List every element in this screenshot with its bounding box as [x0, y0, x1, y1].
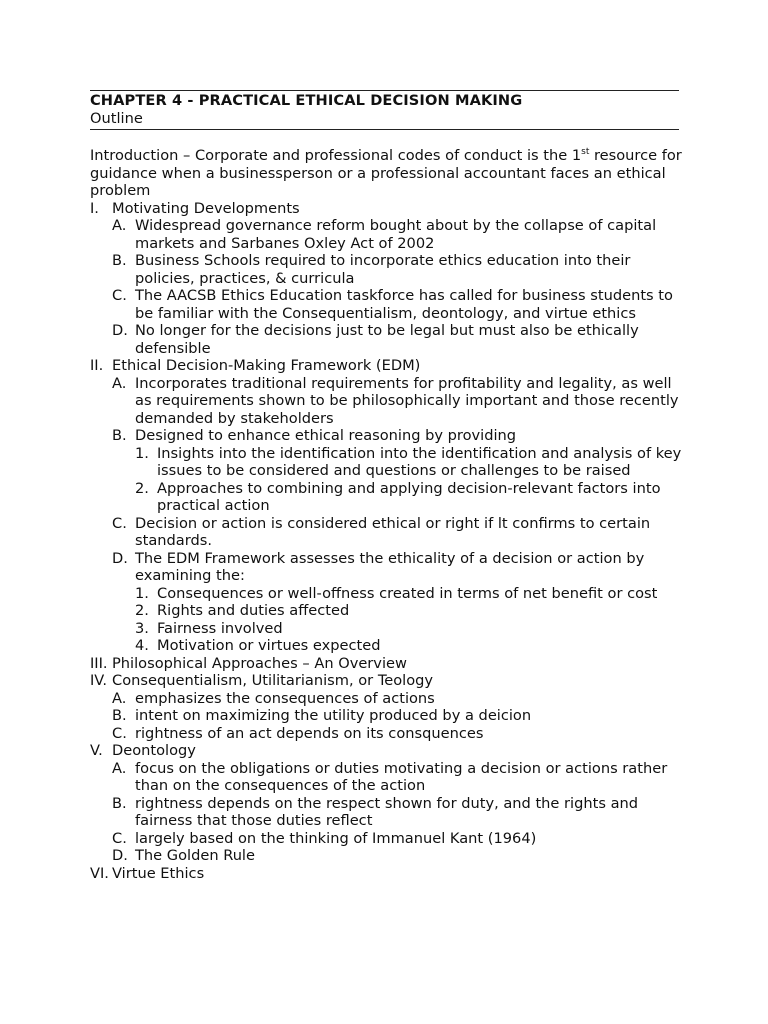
intro-text-start: Introduction – Corporate and professional codes of conduct is the 1 [90, 147, 582, 164]
outline-marker: V. [90, 742, 103, 759]
outline-marker: A. [112, 759, 127, 777]
outline-text: Insights into the identification into the identification and analysis of key issues to be considered and questions or challenges to be raised [157, 444, 682, 479]
outline-text: Ethical Decision-Making Framework (EDM) [112, 357, 421, 374]
outline-marker: D. [112, 549, 128, 567]
outline-marker: 2. [135, 602, 149, 619]
outline-item-level-1 [90, 672, 690, 690]
outline-text: Fairness involved [157, 619, 283, 637]
outline-marker: VI. [90, 864, 109, 882]
outline-marker: D. [112, 847, 128, 864]
outline-text: rightness of an act depends on its consquences [135, 724, 484, 742]
outline-marker: C. [112, 724, 127, 742]
outline-marker: A. [112, 689, 127, 707]
outline-item-level-1 [90, 655, 690, 673]
outline-list [90, 200, 690, 883]
outline-marker: III. [90, 654, 108, 672]
outline-item-level-2 [90, 252, 690, 287]
outline-text: emphasizes the consequences of actions [135, 689, 435, 707]
outline-marker: IV. [90, 672, 108, 689]
outline-subtitle: Outline [90, 110, 143, 127]
outline-item-level-3 [90, 585, 690, 603]
outline-text: Decision or action is considered ethical or right if lt confirms to certain standards. [135, 514, 651, 549]
outline-marker: B. [112, 252, 127, 269]
outline-text: largely based on the thinking of Immanuel Kant (1964) [135, 829, 537, 847]
outline-marker: B. [112, 794, 127, 812]
outline-body [90, 147, 690, 882]
outline-item-level-2 [90, 287, 690, 322]
outline-text: intent on maximizing the utility produced by a deicion [135, 707, 532, 724]
outline-marker: I. [90, 199, 99, 217]
outline-item-level-1 [90, 742, 690, 760]
outline-item-level-2 [90, 795, 690, 830]
outline-item-level-2 [90, 217, 690, 252]
outline-marker: A. [112, 217, 127, 234]
outline-text: Deontology [112, 742, 196, 759]
outline-marker: C. [112, 514, 127, 532]
outline-item-level-3 [90, 602, 690, 620]
outline-text: Philosophical Approaches – An Overview [112, 654, 407, 672]
intro-paragraph [90, 147, 690, 200]
intro-superscript: st [581, 147, 590, 157]
bottom-rule [90, 129, 679, 130]
outline-text: Virtue Ethics [112, 864, 205, 882]
outline-marker: 2. [135, 479, 149, 497]
outline-item-level-2 [90, 375, 690, 428]
outline-item-level-2 [90, 515, 690, 550]
intro-text-end: resource for guidance when a businessperson or a professional accountant faces an ethical problem [90, 147, 682, 199]
outline-text: Approaches to combining and applying decision-relevant factors into practical action [157, 479, 661, 514]
outline-item-level-1 [90, 200, 690, 218]
outline-item-level-2 [90, 550, 690, 585]
outline-marker: B. [112, 707, 127, 724]
outline-item-level-2 [90, 322, 690, 357]
outline-text: Consequentialism, Utilitarianism, or Teology [112, 672, 434, 689]
outline-marker: B. [112, 427, 127, 444]
outline-text: The AACSB Ethics Education taskforce has called for business students to be familiar with the Consequentialism, deontology, and virtue ethics [135, 287, 673, 322]
outline-item-level-2 [90, 707, 690, 725]
outline-item-level-3 [90, 637, 690, 655]
outline-item-level-2 [90, 725, 690, 743]
outline-text: Widespread governance reform bought about by the collapse of capital markets and Sarbanes Oxley Act of 2002 [135, 217, 657, 252]
outline-item-level-3 [90, 620, 690, 638]
outline-text: The Golden Rule [135, 847, 255, 864]
outline-item-level-1 [90, 357, 690, 375]
outline-marker: 1. [135, 444, 149, 462]
outline-marker: A. [112, 374, 127, 392]
outline-item-level-2 [90, 830, 690, 848]
outline-marker: D. [112, 322, 128, 339]
top-rule [90, 90, 679, 91]
outline-text: The EDM Framework assesses the ethicality of a decision or action by examining the: [135, 549, 645, 584]
outline-marker: C. [112, 829, 127, 847]
outline-text: rightness depends on the respect shown for duty, and the rights and fairness that those duties reflect [135, 794, 639, 829]
outline-item-level-2 [90, 690, 690, 708]
outline-text: No longer for the decisions just to be legal but must also be ethically defensible [135, 322, 639, 357]
outline-marker: 3. [135, 619, 149, 637]
outline-item-level-2 [90, 760, 690, 795]
outline-text: Business Schools required to incorporate ethics education into their policies, practices, & curricula [135, 252, 631, 287]
outline-marker: C. [112, 287, 127, 304]
outline-item-level-3 [90, 480, 690, 515]
chapter-title: CHAPTER 4 - PRACTICAL ETHICAL DECISION MAKING [90, 92, 523, 109]
outline-marker: 1. [135, 584, 149, 602]
outline-text: Rights and duties affected [157, 602, 350, 619]
outline-item-level-2 [90, 847, 690, 865]
outline-marker: 4. [135, 637, 149, 654]
outline-item-level-1 [90, 865, 690, 883]
outline-text: Designed to enhance ethical reasoning by providing [135, 427, 517, 444]
outline-text: Consequences or well-offness created in terms of net benefit or cost [157, 584, 658, 602]
outline-text: Motivation or virtues expected [157, 637, 381, 654]
outline-text: focus on the obligations or duties motivating a decision or actions rather than on the consequences of the action [135, 759, 668, 794]
outline-item-level-2 [90, 427, 690, 445]
outline-marker: II. [90, 357, 104, 374]
outline-text: Incorporates traditional requirements for profitability and legality, as well as requirements shown to be philosophically important and those recently demanded by stakeholders [135, 374, 679, 427]
outline-item-level-3 [90, 445, 690, 480]
outline-text: Motivating Developments [112, 199, 300, 217]
